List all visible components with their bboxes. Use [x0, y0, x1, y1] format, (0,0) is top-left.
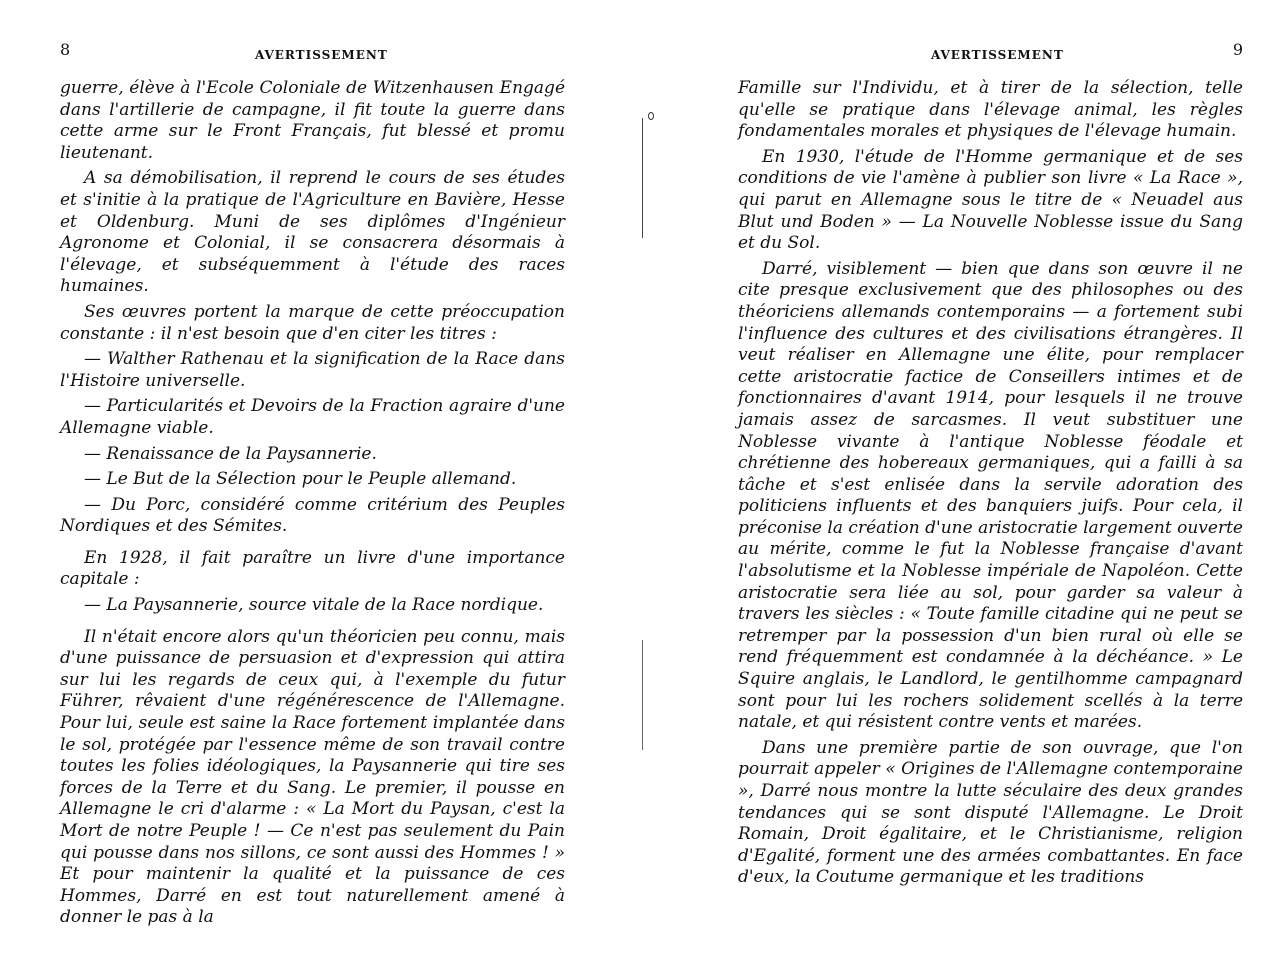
paragraph: Famille sur l'Individu, et à tirer de la sélection, telle qu'elle se pratique dans l'élevage animal, les règles fondamentales morales et physiques de l'élevage humain.	[738, 78, 1243, 142]
running-head: AVERTISSEMENT	[931, 48, 1064, 62]
page-body	[60, 78, 565, 933]
paragraph: Il n'était encore alors qu'un théoricien peu connu, mais d'une puissance de persuasion et d'expression qui attira sur lui les regards de ceux qui, à l'exemple du futur Führer, rêvaient d'une régénérescence de l'Allemagne. Pour lui, seule est saine la Race fortement implantée dans le sol, protégée par l'essence même de son travail contre toutes les folies idéologiques, la Paysannerie qui tire ses forces de la Terre et du Sang. Le premier, il pousse en Allemagne le cri d'alarme : « La Mort du Paysan, c'est la Mort de notre Peuple ! — Ce n'est pas seulement du Pain qui pousse dans nos sillons, ce sont aussi des Hommes ! » Et pour maintenir la qualité et la puissance de ces Hommes, Darré en est tout naturellement amené à donner le pas à la	[60, 626, 565, 928]
right-page	[738, 40, 1243, 940]
gutter-mark	[642, 118, 643, 238]
page-number: 9	[1232, 40, 1243, 59]
paragraph: Darré, visiblement — bien que dans son œuvre il ne cite presque exclusivement que des philosophes ou des théoriciens allemands contemporains — a fortement subi l'influence des cultures et des civilisations étrangères. Il veut réaliser en Allemagne une élite, pour remplacer cette aristocratie factice de Conseillers intimes et de fonctionnaires d'avant 1914, pour lesquels il ne trouve jamais assez de sarcasmes. Il veut substituer une Noblesse vivante à l'antique Noblesse féodale et chrétienne des hobereaux germaniques, qui a failli à sa tâche et s'est enlisée dans la servile adoration des politiciens influents et des banquiers juifs. Pour cela, il préconise la création d'une aristocratie largement ouverte au mérite, comme le fut la Noblesse française d'avant l'absolutisme et la Noblesse impériale de Napoléon. Cette aristocratie sera liée au sol, pour garder sa valeur à travers les siècles : « Toute famille citadine qui ne peut se retremper par la possession d'un bien rural où elle se rend fréquemment est condamnée à la déchéance. » Le Squire anglais, le Landlord, le gentilhomme campagnard sont pour lui les rochers solidement scellés à la terre natale, et qui résistent contre vents et marées.	[738, 258, 1243, 733]
paragraph: Ses œuvres portent la marque de cette préoccupation constante : il n'est besoin que d'en citer les titres :	[60, 301, 565, 344]
page-header	[738, 40, 1243, 70]
page-header	[60, 40, 565, 70]
paragraph: A sa démobilisation, il reprend le cours de ses études et s'initie à la pratique de l'Agriculture en Bavière, Hesse et Oldenburg. Muni de ses diplômes d'Ingénieur Agronome et Colonial, il se consacrera désormais à l'élevage, et subséquemment à l'étude des races humaines.	[60, 168, 565, 297]
paragraph: En 1928, il fait paraître un livre d'une importance capitale :	[60, 547, 565, 590]
title-list-item: — Le But de la Sélection pour le Peuple allemand.	[84, 469, 517, 490]
gutter-mark	[642, 640, 643, 750]
gutter-mark	[648, 112, 654, 120]
title-list-item: — Walther Rathenau et la signification de la Race dans l'Histoire universelle.	[60, 349, 565, 391]
title-list-item: — Du Porc, considéré comme critérium des Peuples Nordiques et des Sémites.	[60, 494, 565, 537]
title-list-item: — La Paysannerie, source vitale de la Race nordique.	[84, 595, 544, 616]
paragraph: guerre, élève à l'Ecole Coloniale de Witzenhausen Engagé dans l'artillerie de campagne, il fit toute la guerre dans cette arme sur le Front Français, fut blessé et promu lieutenant.	[60, 78, 565, 163]
title-list-item: — Particularités et Devoirs de la Fraction agraire d'une Allemagne viable.	[60, 396, 565, 438]
paragraph: Dans une première partie de son ouvrage, que l'on pourrait appeler « Origines de l'Allemagne contemporaine », Darré nous montre la lutte séculaire des deux grandes tendances qui se sont disputé l'Allemagne. Le Droit Romain, Droit égalitaire, et le Christianisme, religion d'Egalité, forment une des armées combattantes. En face d'eux, la Coutume germanique et les traditions	[738, 737, 1243, 888]
page-body	[738, 78, 1243, 893]
page-number: 8	[60, 40, 71, 59]
running-head: AVERTISSEMENT	[255, 48, 388, 62]
left-page	[60, 40, 565, 940]
paragraph: En 1930, l'étude de l'Homme germanique et de ses conditions de vie l'amène à publier son livre « La Race », qui parut en Allemagne sous le titre de « Neuadel aus Blut und Boden » — La Nouvelle Noblesse issue du Sang et du Sol.	[738, 146, 1243, 254]
title-list-item: — Renaissance de la Paysannerie.	[84, 443, 377, 464]
